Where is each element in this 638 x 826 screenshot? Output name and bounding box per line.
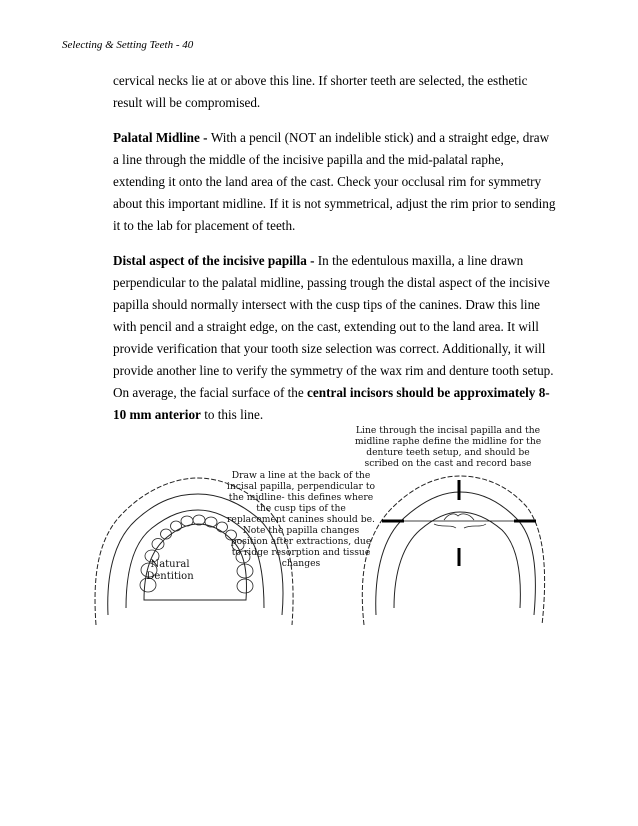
central-incisors-emphasis: central incisors should be approximately 8-10 mm anterior [113, 385, 550, 422]
right-cast-outer [362, 476, 544, 625]
natural-dentition-label: Natural Dentition [146, 559, 194, 582]
paragraph-1-text: cervical necks lie at or above this line. If shorter teeth are selected, the esthetic result will be compromised. [113, 73, 528, 110]
distal-papilla-tail: to this line. [200, 407, 264, 422]
distal-papilla-heading: Distal aspect of the incisive papilla - [113, 253, 318, 268]
paragraph-palatal-midline [113, 127, 558, 237]
palatal-midline-heading: Palatal Midline - [113, 130, 211, 145]
paragraph-1 [113, 70, 558, 114]
incisive-papilla [444, 514, 474, 520]
distal-papilla-text: In the edentulous maxilla, a line drawn perpendicular to the palatal midline, passing trough the distal aspect of the incisive papilla should normally intersect with the cusp tips of the canines. Draw this line with pencil and a straight edge, on the cast, extending out to the land area. It will provide verification that your tooth size selection was correct. Additionally, it will provide another line to verify the symmetry of the wax rim and denture tooth setup. On average, the facial surface of the [113, 253, 554, 400]
palatal-rugae [434, 524, 486, 528]
body-text [113, 70, 558, 439]
paragraph-distal-papilla [113, 250, 558, 426]
figure-caption-papilla: Draw a line at the back of the incisal papilla, perpendicular to the midline- this defines where the cusp tips of the replacement canines should be. Note the papilla changes position after extractions, due to ridge resorption and tissue changes [226, 470, 376, 569]
page-header: Selecting & Setting Teeth - 40 [62, 39, 194, 51]
right-arch-inner [394, 512, 520, 608]
palatal-midline-text: With a pencil (NOT an indelible stick) and a straight edge, draw a line through the middle of the incisive papilla and the mid-palatal raphe, extending it onto the land area of the cast. Check your occlusal rim for symmetry about this important midline. If it is not symmetrical, adjust the rim prior to sending it to the lab for placement of teeth. [113, 130, 556, 233]
right-arch-outer [376, 492, 536, 615]
figure-caption-midline: Line through the incisal papilla and the midline raphe define the midline for the denture teeth setup, and should be scribed on the cast and record base [354, 425, 542, 469]
maxilla-figure [86, 420, 546, 635]
